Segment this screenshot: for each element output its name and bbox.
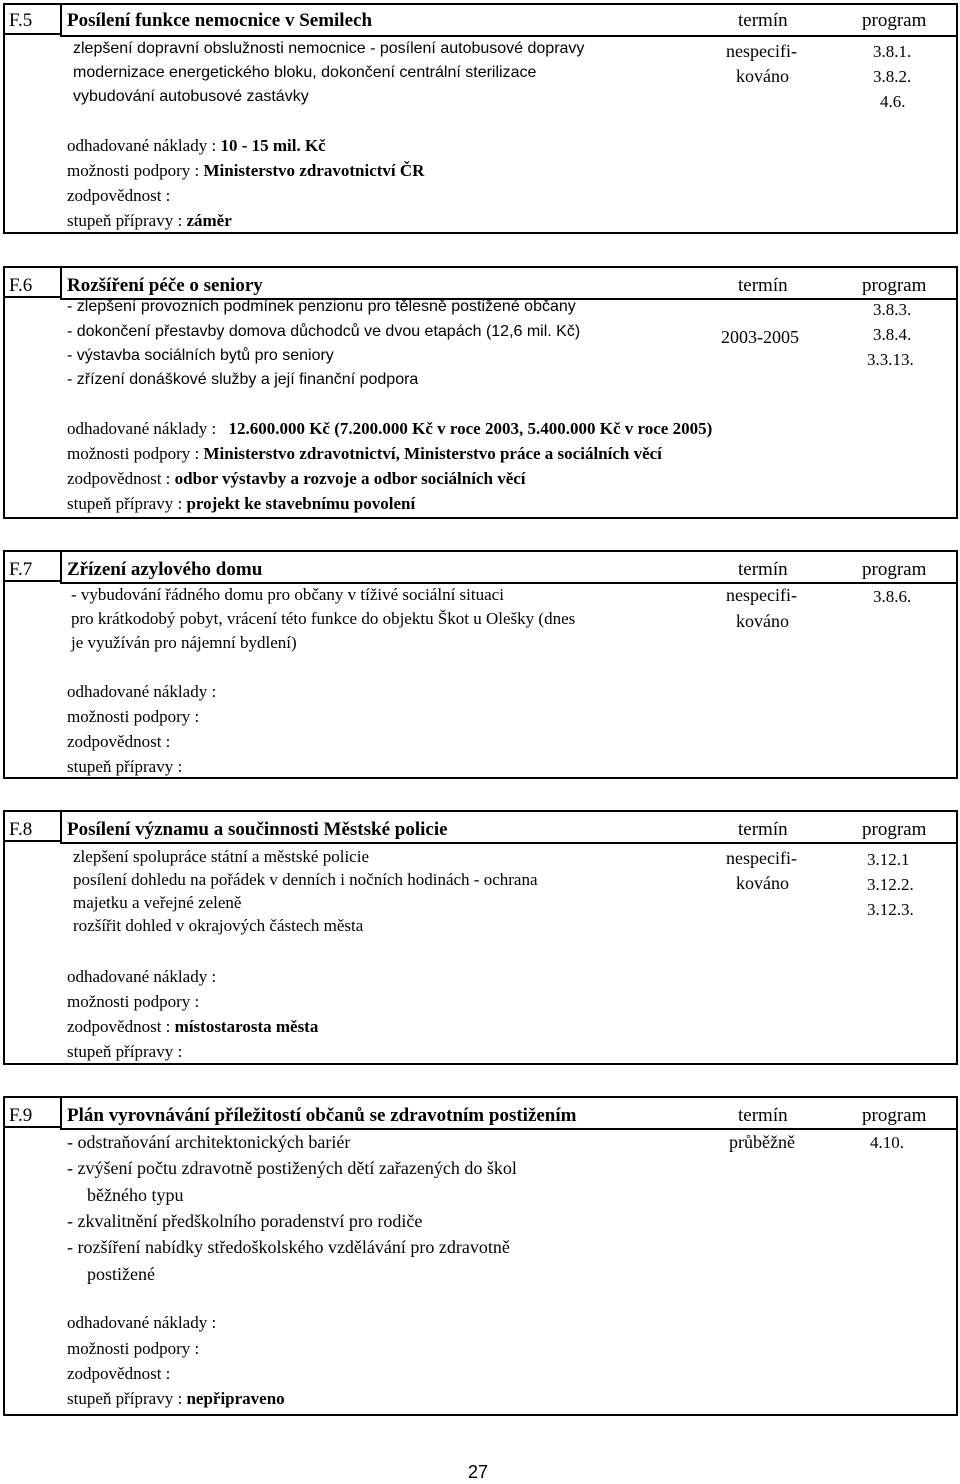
readiness-label: stupeň přípravy : (67, 494, 183, 513)
section-title: Rozšíření péče o seniory (67, 275, 263, 296)
readiness-row (67, 758, 182, 775)
list-item: - zvýšení počtu zdravotně postižených dětí zařazených do škol (67, 1158, 517, 1178)
list-item: je využíván pro nájemní bydlení) (71, 633, 297, 652)
header-divider (60, 582, 956, 584)
termin-header: termín (738, 559, 788, 580)
responsibility-label: zodpovědnost : (67, 469, 171, 488)
responsibility-value: místostarosta města (174, 1017, 319, 1036)
header-divider (60, 1128, 956, 1130)
header-divider (60, 842, 956, 844)
support-label: možnosti podpory : (67, 161, 200, 180)
readiness-label: stupeň přípravy : (67, 1042, 183, 1061)
program-header: program (862, 559, 927, 580)
costs-value: 10 - 15 mil. Kč (220, 136, 326, 155)
program-header: program (862, 10, 927, 31)
program-header: program (862, 275, 927, 296)
responsibility-row (67, 187, 170, 204)
list-item: - rozšíření nabídky středoškolského vzdělávání pro zdravotně (67, 1237, 510, 1257)
program-value: 3.8.1. (873, 42, 912, 61)
responsibility-row (67, 470, 526, 487)
list-item: běžného typu (87, 1185, 184, 1205)
support-row (67, 708, 199, 725)
responsibility-row (67, 1018, 318, 1035)
list-item: pro krátkodobý pobyt, vrácení této funkce do objektu Škot u Olešky (dnes (71, 609, 576, 628)
section-id: F.8 (9, 819, 33, 840)
costs-label: odhadované náklady : (67, 682, 217, 701)
support-row (67, 993, 199, 1010)
section-id: F.9 (9, 1105, 33, 1126)
list-item: - zlepšení provozních podmínek penzionu pro tělesně postižené občany (67, 298, 576, 315)
program-header: program (862, 819, 927, 840)
header-divider (60, 35, 956, 37)
program-value: 4.6. (880, 92, 906, 111)
responsibility-row (67, 733, 170, 750)
termin-header: termín (738, 10, 788, 31)
responsibility-row (67, 1365, 170, 1382)
costs-label: odhadované náklady : (67, 1313, 217, 1332)
list-item: - dokončení přestavby domova důchodců ve dvou etapách (12,6 mil. Kč) (67, 323, 581, 340)
section-f9 (3, 1096, 958, 1416)
program-value: 3.8.6. (873, 587, 912, 606)
list-item: vybudování autobusové zastávky (73, 88, 309, 105)
termin-header: termín (738, 1105, 788, 1126)
list-item: postižené (87, 1264, 155, 1284)
list-item: zlepšení spolupráce státní a městské policie (73, 847, 369, 866)
list-item: - výstavba sociálních bytů pro seniory (67, 347, 334, 364)
program-value: 4.10. (870, 1133, 904, 1152)
costs-row (67, 683, 216, 700)
termin-value: kováno (736, 873, 789, 893)
costs-row (67, 968, 216, 985)
section-title: Posílení funkce nemocnice v Semilech (67, 10, 373, 31)
termin-value: kováno (736, 611, 789, 631)
section-f8 (3, 810, 958, 1065)
program-value: 3.12.2. (867, 875, 914, 894)
termin-value: nespecifi- (726, 848, 797, 868)
section-f7 (3, 550, 958, 779)
list-item: - vybudování řádného domu pro občany v tíživé sociální situaci (71, 585, 504, 604)
program-value: 3.3.13. (867, 350, 914, 369)
page-number: 27 (468, 1462, 489, 1482)
list-item: zlepšení dopravní obslužnosti nemocnice - posílení autobusové dopravy (73, 40, 585, 57)
responsibility-label: zodpovědnost : (67, 1364, 171, 1383)
section-id: F.7 (9, 559, 33, 580)
section-title: Zřízení azylového domu (67, 559, 263, 580)
support-row (67, 445, 662, 462)
termin-value: nespecifi- (726, 41, 797, 61)
list-item: modernizace energetického bloku, dokončení centrální sterilizace (73, 64, 537, 81)
support-value: Ministerstvo zdravotnictví ČR (203, 161, 425, 180)
costs-label: odhadované náklady : (67, 967, 217, 986)
costs-label: odhadované náklady : (67, 419, 217, 438)
program-value: 3.8.2. (873, 67, 912, 86)
readiness-value: projekt ke stavebnímu povolení (186, 494, 416, 513)
readiness-label: stupeň přípravy : (67, 211, 183, 230)
termin-value: nespecifi- (726, 585, 797, 605)
support-row (67, 162, 424, 179)
readiness-row (67, 1390, 285, 1407)
termin-header: termín (738, 275, 788, 296)
readiness-row (67, 1043, 182, 1060)
readiness-label: stupeň přípravy : (67, 1389, 183, 1408)
costs-value: 12.600.000 Kč (7.200.000 Kč v roce 2003, 5.400.000 Kč v roce 2005) (228, 419, 713, 438)
termin-header: termín (738, 819, 788, 840)
readiness-row (67, 495, 415, 512)
program-header: program (862, 1105, 927, 1126)
support-label: možnosti podpory : (67, 444, 200, 463)
program-value: 3.8.3. (873, 300, 912, 319)
readiness-label: stupeň přípravy : (67, 757, 183, 776)
list-item: - zřízení donáškové služby a její finanční podpora (67, 371, 419, 388)
support-value: Ministerstvo zdravotnictví, Ministerstvo práce a sociálních věcí (203, 444, 662, 463)
list-item: rozšířit dohled v okrajových částech města (73, 916, 364, 935)
section-f6 (3, 266, 958, 519)
list-item: majetku a veřejné zeleně (73, 893, 242, 912)
list-item: - odstraňování architektonických bariér (67, 1132, 351, 1152)
program-value: 3.12.1 (867, 850, 910, 869)
program-value: 3.8.4. (873, 325, 912, 344)
costs-row (67, 1314, 216, 1331)
readiness-row (67, 212, 232, 229)
support-label: možnosti podpory : (67, 1339, 200, 1358)
termin-value: kováno (736, 66, 789, 86)
responsibility-label: zodpovědnost : (67, 186, 171, 205)
readiness-value: záměr (186, 211, 232, 230)
support-row (67, 1340, 199, 1357)
section-title: Plán vyrovnávání příležitostí občanů se zdravotním postižením (67, 1105, 577, 1126)
termin-value: 2003-2005 (721, 327, 799, 347)
costs-row (67, 420, 712, 437)
costs-row (67, 137, 326, 154)
section-id: F.5 (9, 10, 33, 31)
section-title: Posílení významu a součinnosti Městské policie (67, 819, 448, 840)
support-label: možnosti podpory : (67, 707, 200, 726)
support-label: možnosti podpory : (67, 992, 200, 1011)
responsibility-label: zodpovědnost : (67, 1017, 171, 1036)
costs-label: odhadované náklady : (67, 136, 217, 155)
list-item: - zkvalitnění předškolního poradenství pro rodiče (67, 1211, 423, 1231)
responsibility-label: zodpovědnost : (67, 732, 171, 751)
list-item: posílení dohledu na pořádek v denních i nočních hodinách - ochrana (73, 870, 538, 889)
responsibility-value: odbor výstavby a rozvoje a odbor sociálních věcí (174, 469, 526, 488)
section-id: F.6 (9, 275, 33, 296)
section-f5 (3, 3, 958, 234)
termin-value: průběžně (729, 1132, 795, 1152)
program-value: 3.12.3. (867, 900, 914, 919)
readiness-value: nepřipraveno (186, 1389, 285, 1408)
